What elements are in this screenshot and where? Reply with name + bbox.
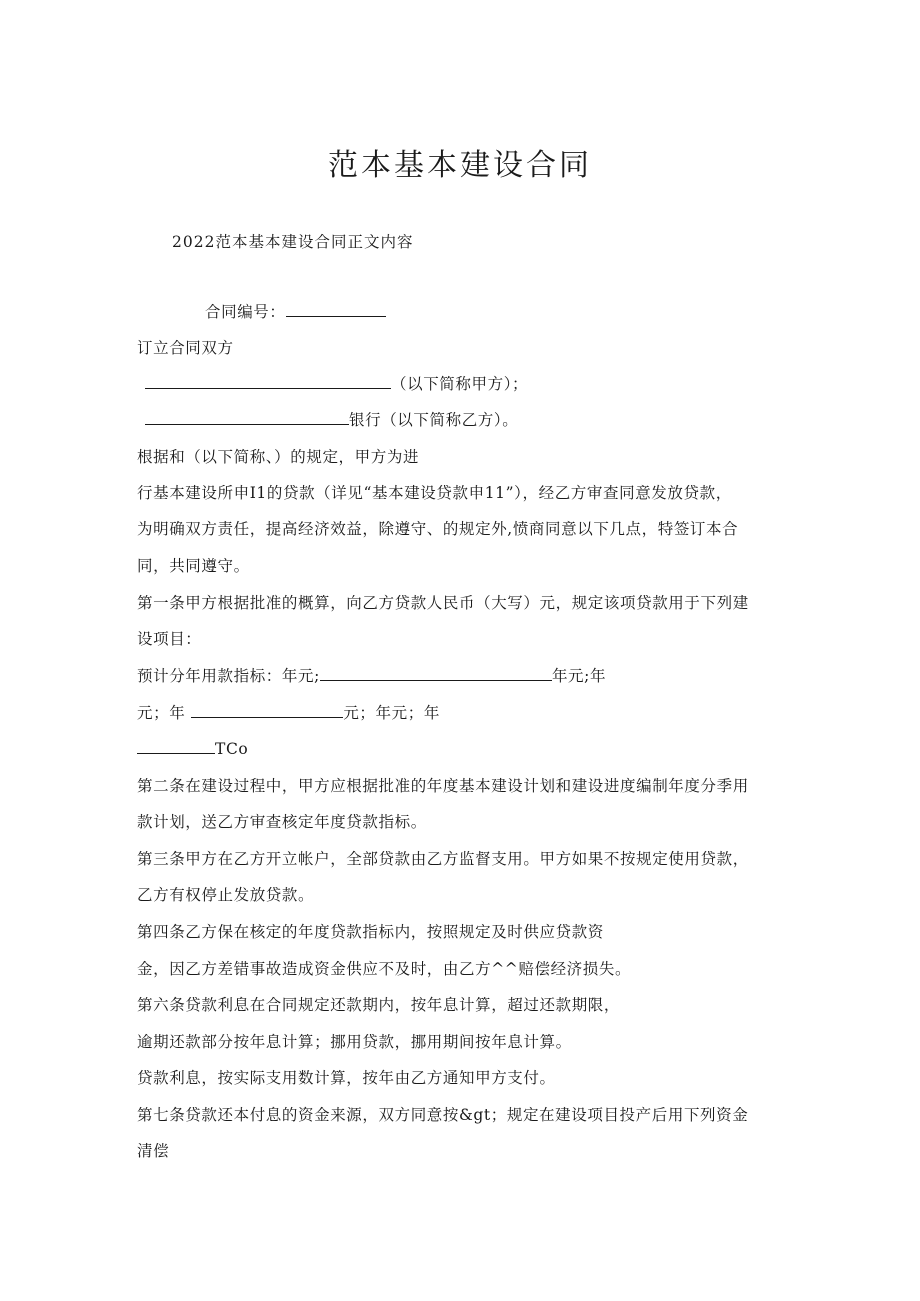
party-a-blank <box>145 374 391 389</box>
clause-line: 第四条乙方保在核定的年度贷款指标内，按照规定及时供应贷款资 <box>137 923 604 941</box>
indicator-blank <box>320 666 552 681</box>
body-line: 为明确双方责任，提高经济效益，除遵守、的规定外,愤商同意以下几点，特签订本合 <box>137 520 739 538</box>
document-subtitle: 2022范本基本建设合同正文内容 <box>172 233 414 251</box>
body-line: 根据和（以下简称、）的规定，甲方为进 <box>137 448 420 466</box>
clause-line: 乙方有权停止发放贷款。 <box>137 886 315 904</box>
body-line: 行基本建设所申I1的贷款（详见“基本建设贷款申11”），经乙方审查同意发放贷款， <box>137 484 732 502</box>
clause-line: 第二条在建设过程中，甲方应根据批准的年度基本建设计划和建设进度编制年度分季用 <box>137 777 749 795</box>
document-title: 范本基本建设合同 <box>328 148 592 183</box>
body-line: 同，共同遵守。 <box>137 557 250 575</box>
clause-line: 第六条贷款利息在合同规定还款期内，按年息计算，超过还款期限， <box>137 996 621 1014</box>
indicator-blank <box>137 739 215 754</box>
contract-number-label: 合同编号： <box>205 303 286 321</box>
clause-line: 金，因乙方差错事故造成资金供应不及时，由乙方^^赔偿经济损失。 <box>137 960 632 978</box>
indicator-text: TCo <box>215 740 249 758</box>
clause-1-line: 设项目： <box>137 630 202 648</box>
clause-line: 逾期还款部分按年息计算；挪用贷款，挪用期间按年息计算。 <box>137 1033 572 1051</box>
indicator-text: 元；年 <box>137 704 186 722</box>
contract-number-blank <box>286 302 386 317</box>
contract-number-line <box>205 302 386 322</box>
clause-line: 第七条贷款还本付息的资金来源，双方同意按&gt；规定在建设项目投产后用下列资金 <box>137 1106 749 1124</box>
clause-line: 款计划，送乙方审查核定年度贷款指标。 <box>137 813 427 831</box>
clause-1-line: 第一条甲方根据批准的概算，向乙方贷款人民币（大写）元，规定该项贷款用于下列建 <box>137 594 749 612</box>
indicator-text: 年元;年 <box>551 667 607 685</box>
indicator-text: 预计分年用款指标：年元; <box>137 667 320 685</box>
indicator-blank <box>191 703 343 718</box>
indicator-line <box>137 739 248 759</box>
clause-line: 第三条甲方在乙方开立帐户，全部贷款由乙方监督支用。甲方如果不按规定使用贷款， <box>137 850 749 868</box>
party-b-line <box>145 410 518 430</box>
clause-line: 贷款利息，按实际支用数计算，按年由乙方通知甲方支付。 <box>137 1069 556 1087</box>
indicator-line <box>137 703 440 723</box>
party-b-blank <box>145 410 349 425</box>
party-a-line <box>145 374 528 394</box>
clause-line: 清偿 <box>137 1142 170 1160</box>
indicator-text: 元；年元；年 <box>343 704 440 722</box>
party-a-suffix: （以下简称甲方）； <box>391 375 529 393</box>
parties-heading: 订立合同双方 <box>137 339 234 357</box>
indicator-line <box>137 666 606 686</box>
party-b-suffix: 银行（以下简称乙方）。 <box>349 411 519 429</box>
